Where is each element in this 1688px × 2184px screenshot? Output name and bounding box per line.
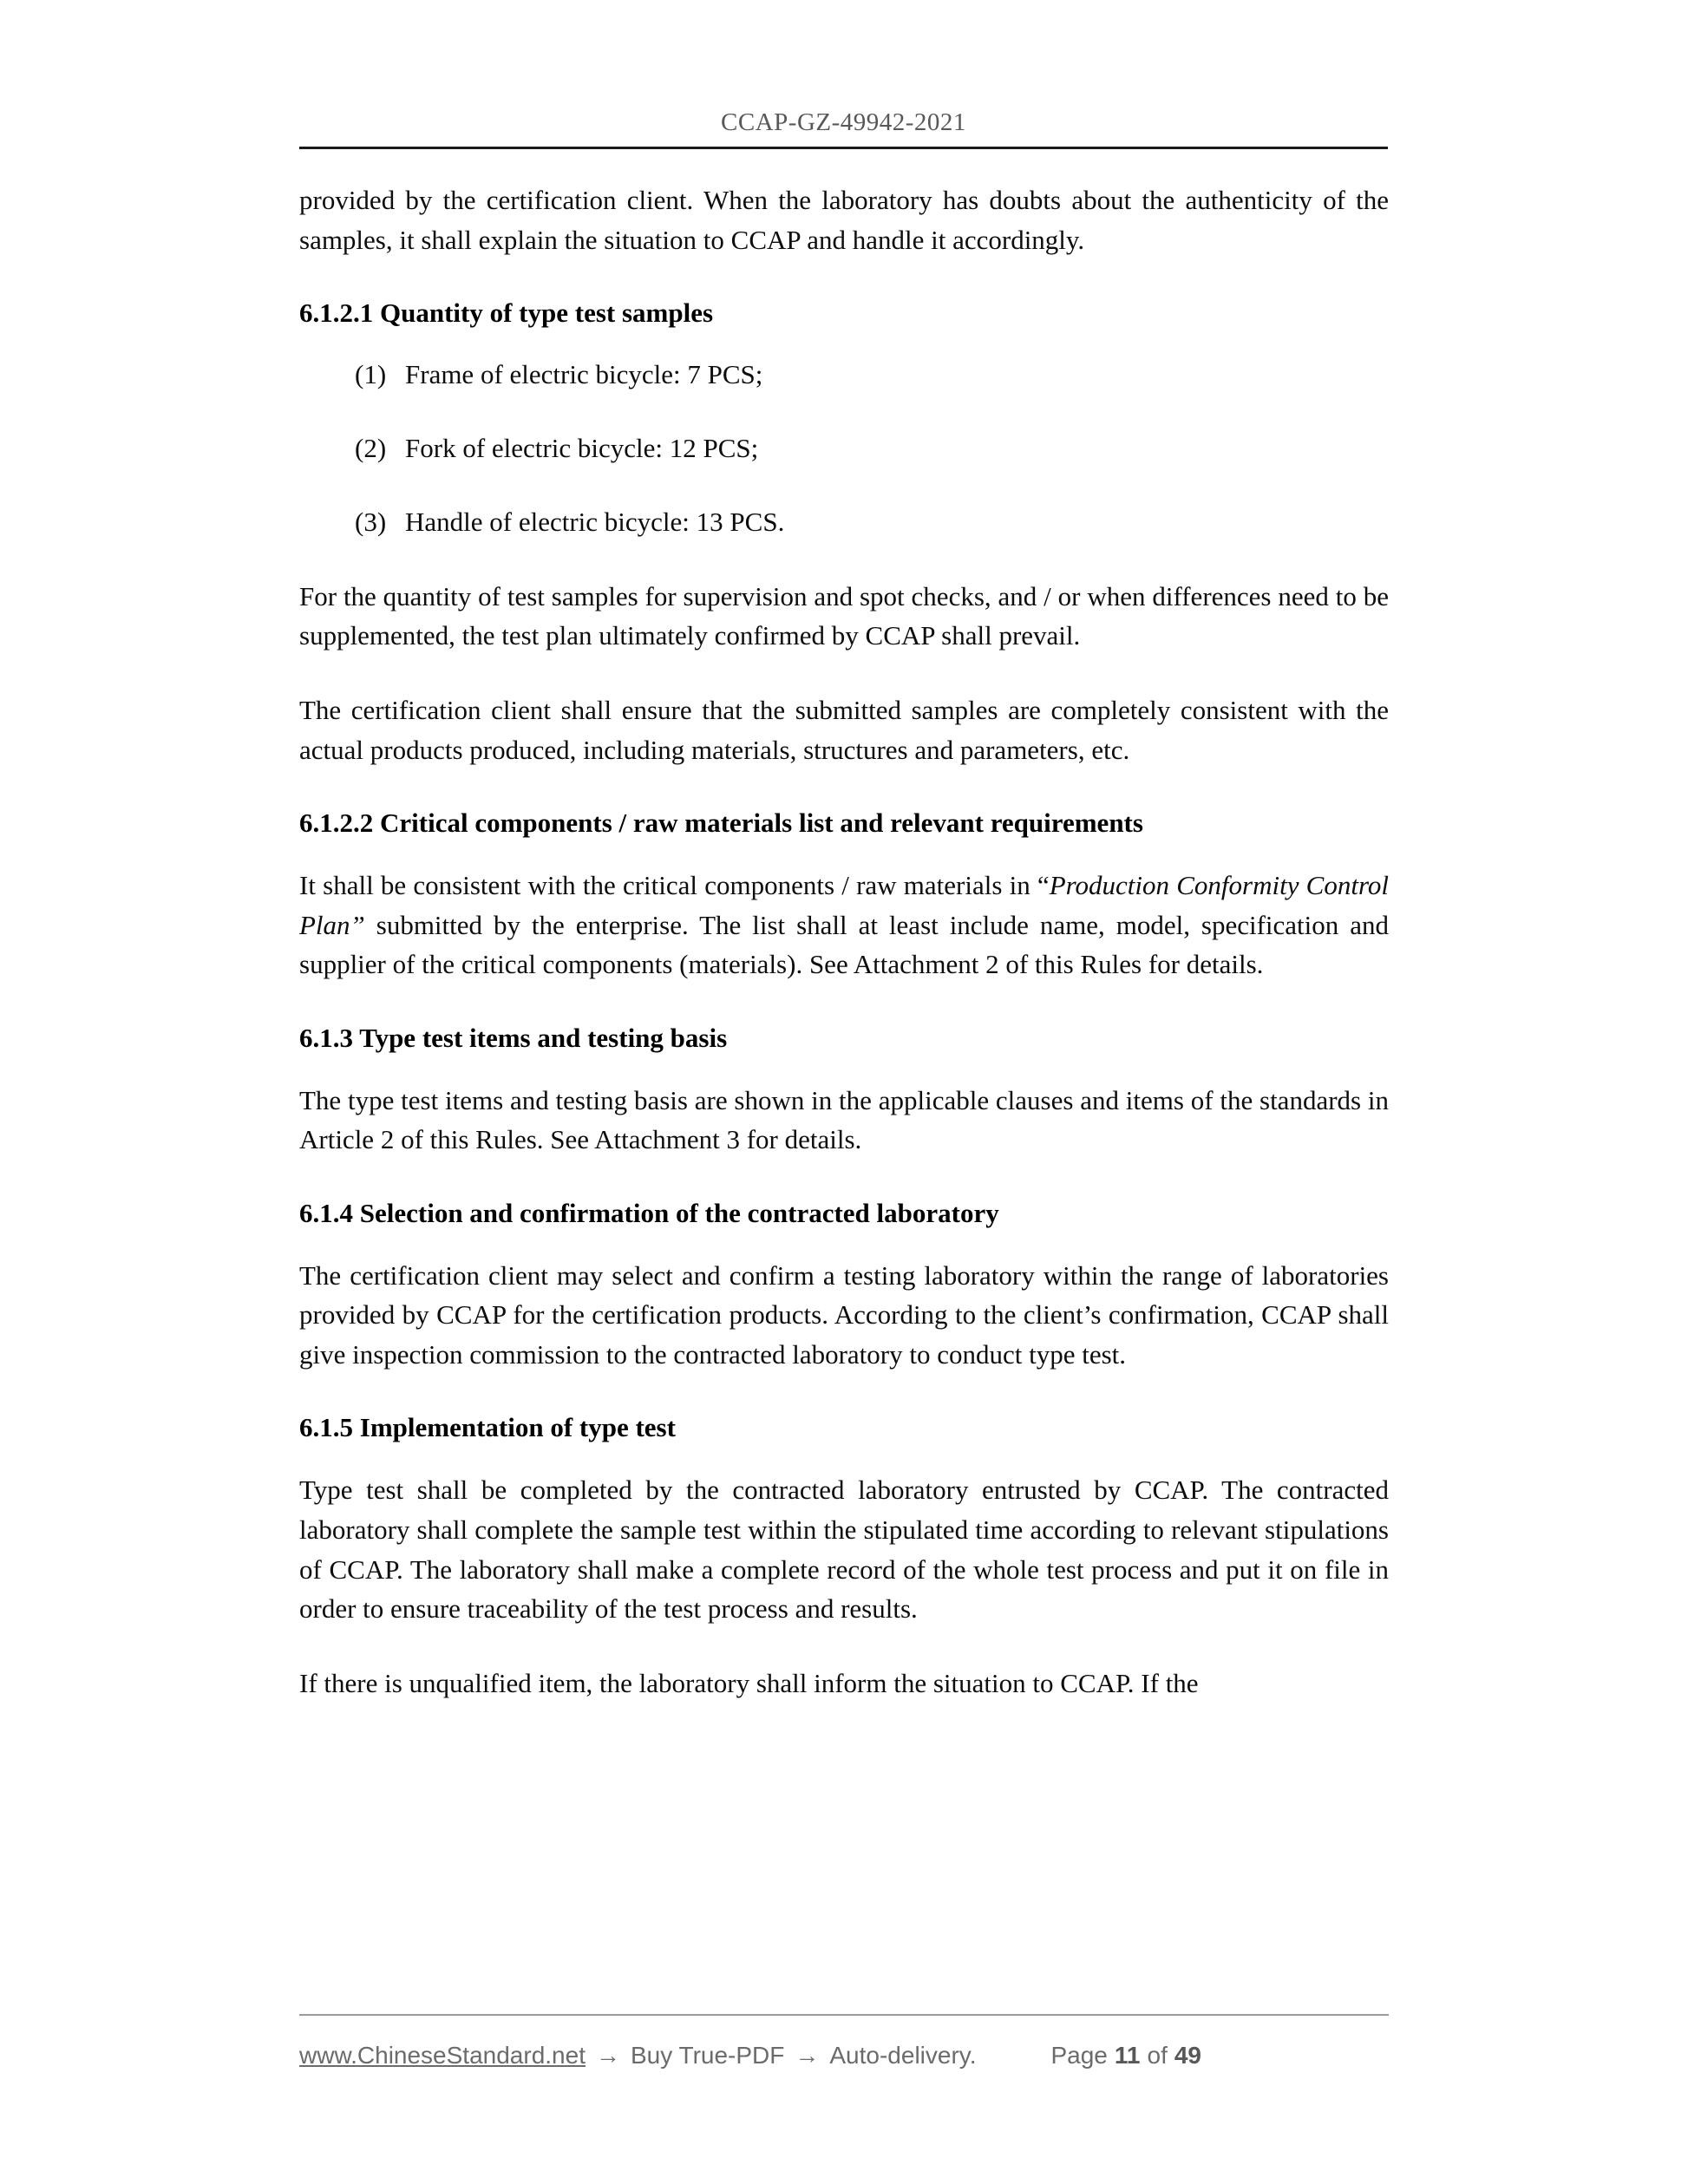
spacer: [299, 1651, 1389, 1664]
footer-content: [299, 2042, 1389, 2070]
document-code: CCAP-GZ-49942-2021: [721, 108, 966, 136]
page-footer: [299, 2014, 1389, 2070]
supervision-paragraph: For the quantity of test samples for supervision and spot checks, and / or when differences need to be supplemented, the test plan ultimately confirmed by CCAP shall prevail.: [299, 580, 1389, 651]
critical-components-paragraph: [299, 866, 1389, 984]
footer-divider: [299, 2014, 1389, 2016]
header-divider: [299, 147, 1388, 149]
spacer: [299, 282, 1389, 294]
heading-6-1-2-1: 6.1.2.1 Quantity of type test samples: [299, 298, 714, 329]
sample-quantity-list: [299, 356, 1389, 542]
total-page-count: 49: [1174, 2042, 1202, 2069]
spacer: [299, 792, 1389, 804]
section-6-1-3-paragraph: The type test items and testing basis are shown in the applicable clauses and items of the standards in Article 2 of this Rules. See Attachment 3 for details.: [299, 1084, 1389, 1155]
unqualified-item-paragraph: If there is unqualified item, the laboratory shall inform the situation to CCAP. If the: [299, 1667, 1199, 1698]
section-6-1-4-paragraph: The certification client may select and confirm a testing laboratory within the range of laboratories provided by CCAP for the certification products. According to the client’s confirmation, CCAP shall give inspection commission to the contracted laboratory to conduct type test.: [299, 1259, 1389, 1370]
heading-6-1-2-2: 6.1.2.2 Critical components / raw materials list and relevant requirements: [299, 808, 1143, 839]
spacer: [299, 678, 1389, 690]
heading-6-1-3: 6.1.3 Type test items and testing basis: [299, 1022, 728, 1053]
spacer: [299, 1182, 1389, 1194]
consistency-paragraph: The certification client shall ensure that the submitted samples are completely consistent with the actual products produced, including materials, structures and parameters, etc.: [299, 695, 1389, 765]
arrow-right-icon: →: [595, 2042, 620, 2069]
page-header: [299, 109, 1388, 149]
current-page-number: 11: [1114, 2042, 1141, 2069]
chinesestandard-link[interactable]: www.ChineseStandard.net: [299, 2042, 586, 2069]
list-item-text: Fork of electric bicycle: 12 PCS;: [405, 433, 759, 463]
list-item: [299, 429, 1389, 468]
page-label: Page: [1050, 2042, 1108, 2069]
of-label: of: [1147, 2042, 1168, 2069]
heading-6-1-4: 6.1.4 Selection and confirmation of the contracted laboratory: [299, 1197, 999, 1228]
list-item: [299, 503, 1389, 542]
spacer: [299, 1007, 1389, 1019]
list-item-text: Handle of electric bicycle: 13 PCS.: [405, 506, 785, 537]
intro-paragraph: provided by the certification client. When the laboratory has doubts about the authenticity of the samples, it shall explain the situation to CCAP and handle it accordingly.: [299, 185, 1389, 255]
heading-6-1-5: 6.1.5 Implementation of type test: [299, 1412, 676, 1443]
arrow-right-icon-2: →: [795, 2042, 820, 2069]
list-marker: (3): [355, 506, 387, 537]
critical-components-text-part1: It shall be consistent with the critical components / raw materials in “: [299, 870, 1050, 901]
critical-components-text-part2: submitted by the enterprise. The list shall at least include name, model, specification and supplier of the critical components (materials). See Attachment 2 of this Rules for details.: [299, 909, 1389, 980]
page-indicator: [1050, 2042, 1201, 2070]
list-item-text: Frame of electric bicycle: 7 PCS;: [405, 359, 763, 390]
list-marker: (2): [355, 433, 387, 463]
buy-true-pdf-text: Buy True-PDF: [630, 2042, 785, 2069]
section-6-1-5-paragraph: Type test shall be completed by the contracted laboratory entrusted by CCAP. The contracted laboratory shall complete the sample test within the stipulated time according to relevant stipulations of CCAP. The laboratory shall make a complete record of the whole test process and put it on file in order to ensure traceability of the test process and results.: [299, 1475, 1389, 1625]
document-body: [299, 180, 1389, 1725]
production-conformity-control-plan-title: Production Conformity Control Plan”: [299, 870, 1389, 940]
list-item: [299, 356, 1389, 395]
auto-delivery-text: Auto-delivery.: [829, 2042, 977, 2069]
spacer: [299, 1396, 1389, 1409]
list-marker: (1): [355, 359, 387, 390]
